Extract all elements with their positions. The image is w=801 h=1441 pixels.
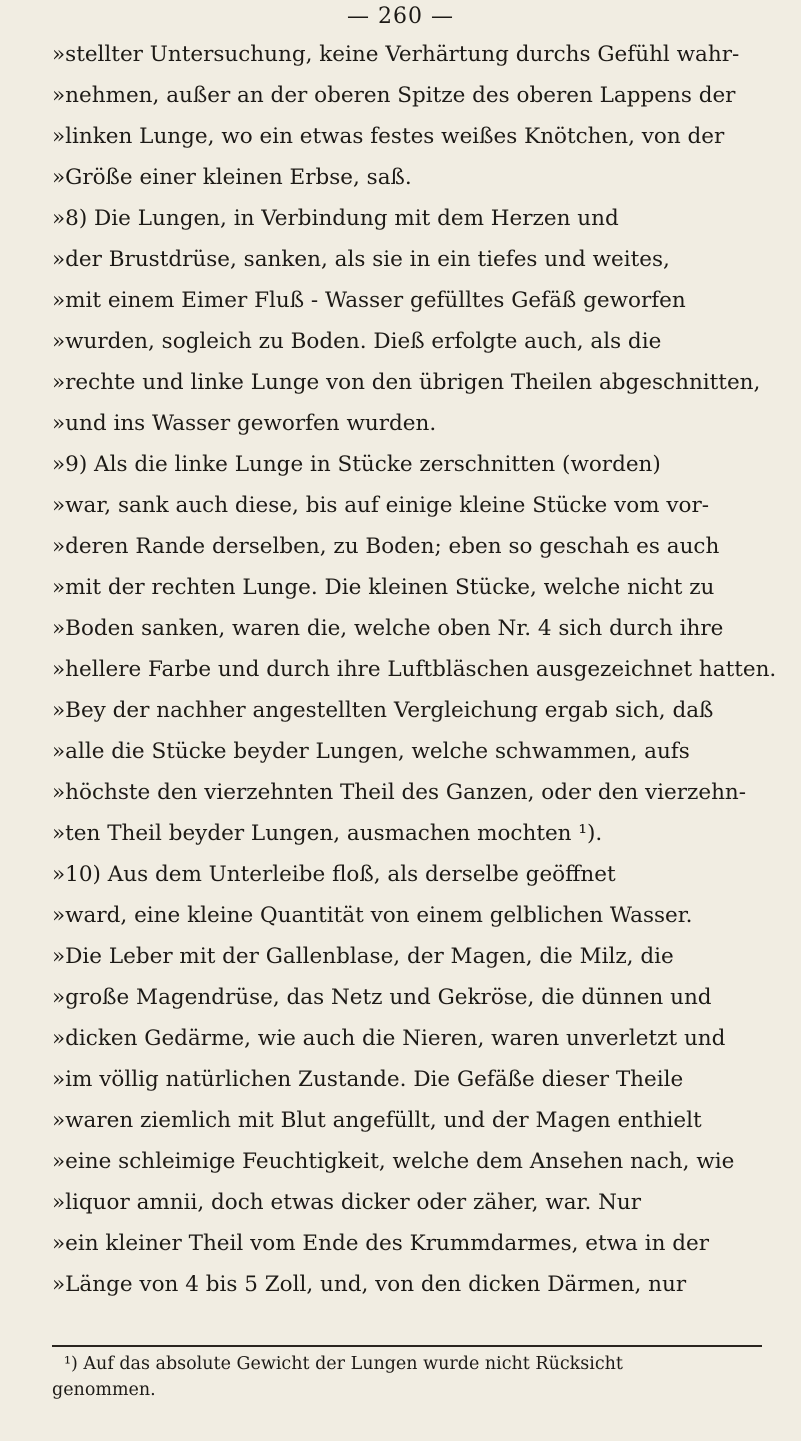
text-line: »wurden, sogleich zu Boden. Dieß erfolgte auch, als die [52,329,662,354]
footnote-divider [52,1345,762,1347]
footnote-line: ¹) Auf das absolute Gewicht der Lungen wurde nicht Rücksicht [64,1354,623,1374]
text-line: »9) Als die linke Lunge in Stücke zerschnitten (worden) [52,452,661,477]
text-line: »8) Die Lungen, in Verbindung mit dem Herzen und [52,206,619,231]
text-line: »rechte und linke Lunge von den übrigen Theilen abgeschnitten, [52,370,761,395]
text-line: »Bey der nachher angestellten Vergleichung ergab sich, daß [52,698,714,723]
text-line: »mit einem Eimer Fluß - Wasser gefülltes Gefäß geworfen [52,288,686,313]
text-line: »Boden sanken, waren die, welche oben Nr. 4 sich durch ihre [52,616,724,641]
text-line: »Die Leber mit der Gallenblase, der Magen, die Milz, die [52,944,674,969]
text-line: »höchste den vierzehnten Theil des Ganzen, oder den vierzehn- [52,780,747,805]
text-line: »der Brustdrüse, sanken, als sie in ein tiefes und weites, [52,247,670,272]
text-line: »ein kleiner Theil vom Ende des Krummdarmes, etwa in der [52,1231,710,1256]
text-line: »große Magendrüse, das Netz und Gekröse, die dünnen und [52,985,712,1010]
text-line: »deren Rande derselben, zu Boden; eben so geschah es auch [52,534,720,559]
text-line: »linken Lunge, wo ein etwas festes weißes Knötchen, von der [52,124,725,149]
text-line: »10) Aus dem Unterleibe floß, als derselbe geöffnet [52,862,616,887]
text-line: »eine schleimige Feuchtigkeit, welche dem Ansehen nach, wie [52,1149,735,1174]
text-line: »waren ziemlich mit Blut angefüllt, und der Magen enthielt [52,1108,702,1133]
text-line: »stellter Untersuchung, keine Verhärtung durchs Gefühl wahr- [52,42,740,67]
text-line: »Länge von 4 bis 5 Zoll, und, von den dicken Därmen, nur [52,1272,687,1297]
text-line: »dicken Gedärme, wie auch die Nieren, waren unverletzt und [52,1026,726,1051]
text-line: »alle die Stücke beyder Lungen, welche schwammen, aufs [52,739,690,764]
text-line: »Größe einer kleinen Erbse, saß. [52,165,412,190]
text-line: »und ins Wasser geworfen wurden. [52,411,437,436]
page-number: — 260 — [347,4,454,29]
text-line: »hellere Farbe und durch ihre Luftbläschen ausgezeichnet hatten. [52,657,777,682]
text-line: »im völlig natürlichen Zustande. Die Gefäße dieser Theile [52,1067,684,1092]
text-line: »nehmen, außer an der oberen Spitze des oberen Lappens der [52,83,736,108]
text-line: »war, sank auch diese, bis auf einige kleine Stücke vom vor- [52,493,709,518]
text-line: »liquor amnii, doch etwas dicker oder zäher, war. Nur [52,1190,642,1215]
text-line: »mit der rechten Lunge. Die kleinen Stücke, welche nicht zu [52,575,715,600]
footnote-line: genommen. [52,1380,156,1400]
text-line: »ten Theil beyder Lungen, ausmachen mochten ¹). [52,821,603,846]
text-line: »ward, eine kleine Quantität von einem gelblichen Wasser. [52,903,693,928]
